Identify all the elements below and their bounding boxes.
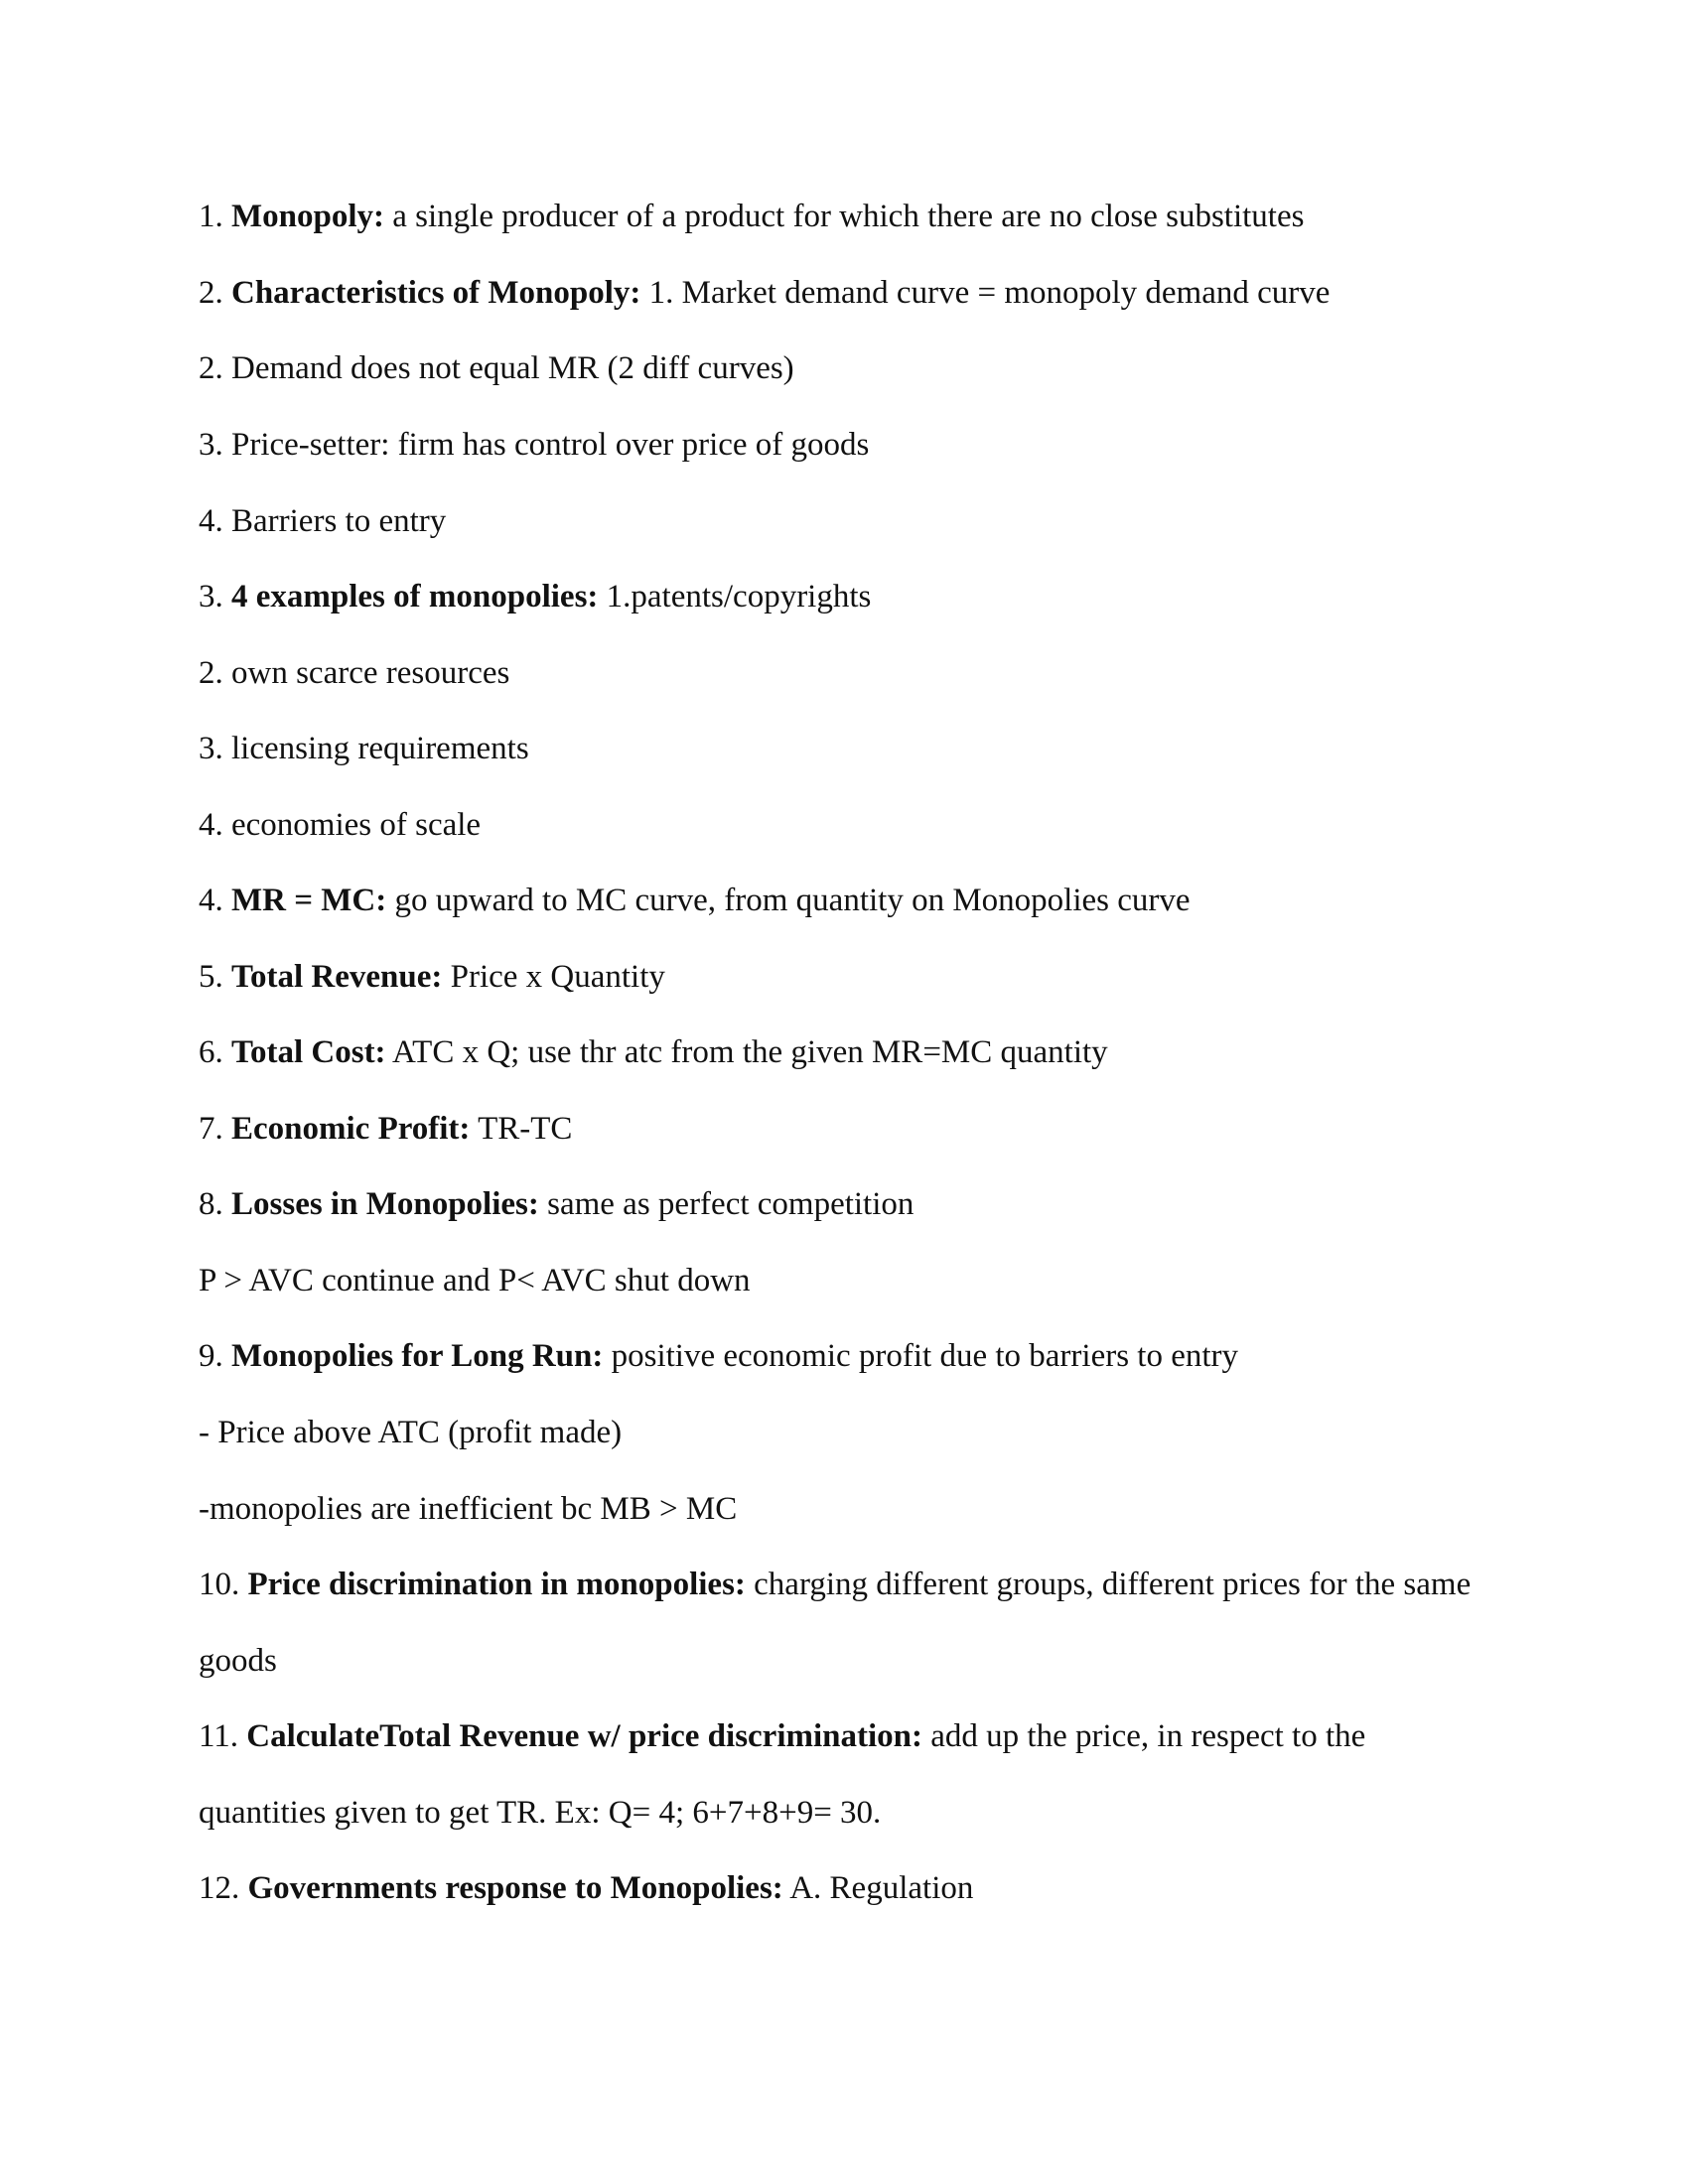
note-number: 7. <box>199 1111 223 1147</box>
note-text: 4. economies of scale <box>199 807 482 843</box>
note-line-18 <box>199 1489 1509 1529</box>
note-text: positive economic profit due to barriers to entry <box>611 1338 1239 1374</box>
note-line-3 <box>199 348 1509 388</box>
note-line-9 <box>199 805 1509 845</box>
note-text: quantities given to get TR. Ex: Q= 4; 6+7+8+9= 30. <box>199 1795 882 1831</box>
note-number: 5. <box>199 959 223 995</box>
note-term: MR = MC: <box>231 883 387 918</box>
note-text: 3. Price-setter: firm has control over price of goods <box>199 427 870 463</box>
note-text: add up the price, in respect to the <box>930 1718 1366 1754</box>
note-text: go upward to MC curve, from quantity on Monopolies curve <box>394 883 1191 918</box>
note-line-8 <box>199 729 1509 768</box>
note-text: 1. Market demand curve = monopoly demand curve <box>648 275 1331 311</box>
note-line-1 <box>199 197 1509 236</box>
note-text: 1.patents/copyrights <box>606 579 872 614</box>
note-term: Total Cost: <box>231 1034 386 1070</box>
note-number: 4. <box>199 883 223 918</box>
note-text: 2. own scarce resources <box>199 655 510 691</box>
note-term: Governments response to Monopolies: <box>247 1870 783 1906</box>
note-text: P > AVC continue and P< AVC shut down <box>199 1263 751 1298</box>
note-line-21 <box>199 1716 1509 1756</box>
note-text: 2. Demand does not equal MR (2 diff curves) <box>199 350 794 386</box>
note-line-11 <box>199 957 1509 997</box>
note-number: 8. <box>199 1186 223 1222</box>
note-text: ATC x Q; use thr atc from the given MR=MC quantity <box>391 1034 1108 1070</box>
note-line-17 <box>199 1413 1509 1452</box>
note-line-12 <box>199 1032 1509 1072</box>
note-line-14 <box>199 1184 1509 1224</box>
note-line-4 <box>199 425 1509 465</box>
note-text: same as perfect competition <box>547 1186 914 1222</box>
note-line-22 <box>199 1793 1509 1833</box>
note-term: Monopolies for Long Run: <box>231 1338 604 1374</box>
note-number: 10. <box>199 1567 240 1602</box>
note-text: Price x Quantity <box>450 959 665 995</box>
note-number: 12. <box>199 1870 240 1906</box>
note-text: - Price above ATC (profit made) <box>199 1415 623 1450</box>
note-line-5 <box>199 501 1509 541</box>
note-line-6 <box>199 577 1509 616</box>
note-line-7 <box>199 653 1509 693</box>
note-line-23 <box>199 1868 1509 1908</box>
note-number: 2. <box>199 275 223 311</box>
note-term: Price discrimination in monopolies: <box>247 1567 746 1602</box>
note-text: a single producer of a product for which there are no close substitutes <box>392 199 1305 234</box>
note-text: 3. licensing requirements <box>199 731 529 766</box>
note-line-16 <box>199 1336 1509 1376</box>
note-number: 9. <box>199 1338 223 1374</box>
note-line-20 <box>199 1641 1509 1681</box>
note-line-15 <box>199 1261 1509 1300</box>
note-term: CalculateTotal Revenue w/ price discrimination: <box>246 1718 923 1754</box>
note-text: goods <box>199 1643 277 1679</box>
note-number: 1. <box>199 199 223 234</box>
note-line-10 <box>199 881 1509 920</box>
note-term: Losses in Monopolies: <box>231 1186 539 1222</box>
note-term: Total Revenue: <box>231 959 443 995</box>
note-text: -monopolies are inefficient bc MB > MC <box>199 1491 738 1527</box>
note-text: TR-TC <box>478 1111 573 1147</box>
note-number: 3. <box>199 579 223 614</box>
note-line-19 <box>199 1565 1509 1604</box>
note-term: Economic Profit: <box>231 1111 471 1147</box>
note-term: 4 examples of monopolies: <box>231 579 599 614</box>
note-text: A. Regulation <box>789 1870 974 1906</box>
note-text: 4. Barriers to entry <box>199 503 447 539</box>
note-term: Characteristics of Monopoly: <box>231 275 641 311</box>
note-text: charging different groups, different prices for the same <box>754 1567 1472 1602</box>
note-number: 11. <box>199 1718 239 1754</box>
note-number: 6. <box>199 1034 223 1070</box>
note-line-13 <box>199 1109 1509 1149</box>
note-line-2 <box>199 273 1509 313</box>
note-term: Monopoly: <box>231 199 385 234</box>
